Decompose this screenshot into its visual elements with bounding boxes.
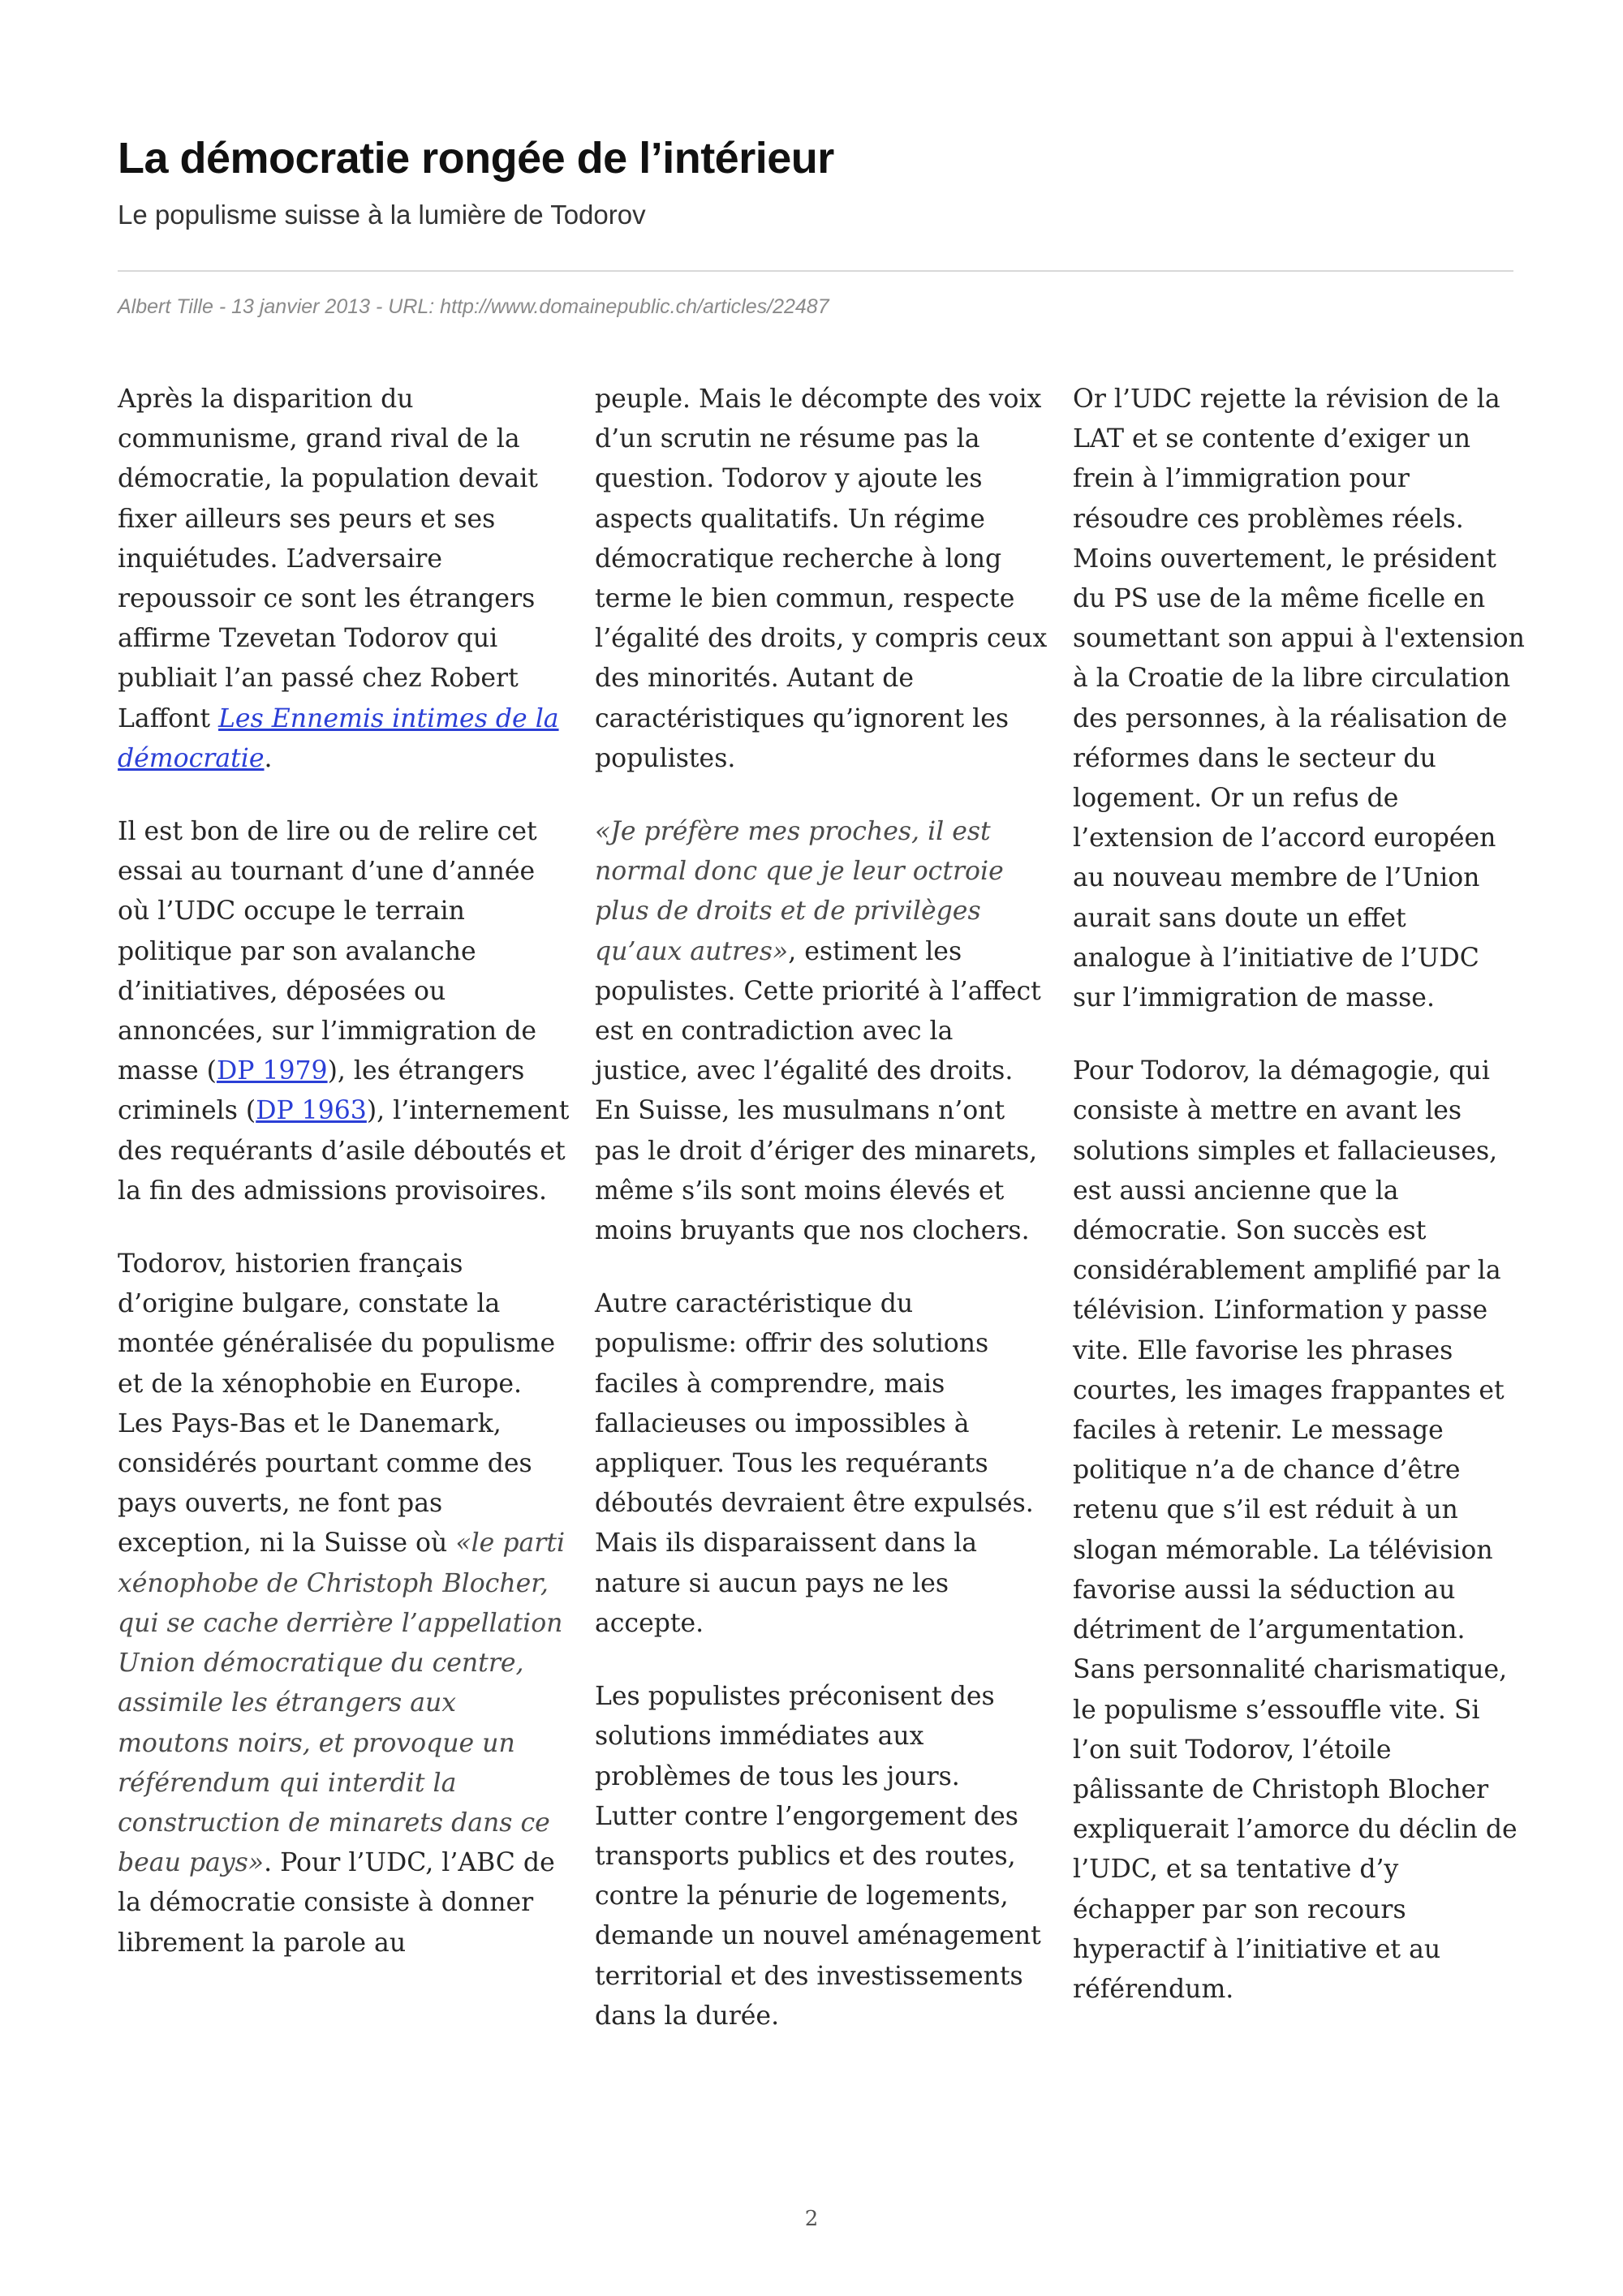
paragraph-text: . <box>264 743 273 773</box>
paragraph-text: Il est bon de lire ou de relire cet essai au tournant d’une d’année où l’UDC occupe le terrain politique par son avalanche d’initiatives, déposées ou annoncées, sur l’immigration de masse ( <box>118 817 537 1086</box>
paragraph-3-continued: peuple. Mais le décompte des voix d’un scrutin ne résume pas la question. Todorov y ajoute les aspects qualitatifs. Un régime démocratique recherche à long terme le bien commun, respecte l’égalité des droits, y compris ceux des minorités. Autant de caractéristiques qu’ignorent les populistes. <box>595 385 1048 773</box>
paragraph-text: ), l’internement des requérants d’asile déboutés et la fin des admissions provisoires. <box>118 1096 570 1206</box>
paragraph-text: Après la disparition du communisme, grand rival de la démocratie, la population devait fixer ailleurs ses peurs et ses inquiétudes. L’adversaire repoussoir ce sont les étrangers affirme Tzevetan Todorov qui publiait l’an passé chez Robert Laffont <box>118 385 538 733</box>
paragraph-text: Todorov, historien français d’origine bulgare, constate la montée généralisée du populisme et de la xénophobie en Europe. Les Pays-Bas et le Danemark, considérés pourtant comme des pays ouverts, ne font pas exception, ni la Suisse où <box>118 1249 556 1559</box>
paragraph-text: ), les étrangers criminels ( <box>118 1056 525 1126</box>
paragraph-5: Autre caractéristique du populisme: offrir des solutions faciles à comprendre, mais fallacieuses ou impossibles à appliquer. Tous les requérants déboutés devraient être expulsés. Mais ils disparaissent dans la nature si aucun pays ne les accepte. <box>595 1289 1034 1638</box>
paragraph-6: Les populistes préconisent des solutions immédiates aux problèmes de tous les jours. Lutter contre l’engorgement des transports publics et des routes, contre la pénurie de logements, demande un nouvel aménagement territorial et des investissements dans la durée. <box>595 1682 1041 2031</box>
paragraph-text: . Pour l’UDC, l’ABC de la démocratie consiste à donner librement la parole au <box>118 1848 555 1958</box>
quote: «Je préfère mes proches, il est normal donc que je leur octroie plus de droits et de privilèges qu’aux autres» <box>595 817 1004 966</box>
dp-1963-link[interactable]: DP 1963 <box>256 1096 367 1126</box>
header-divider <box>118 270 1513 272</box>
paragraph-text: , estiment les populistes. Cette priorité à l’affect est en contradiction avec la justice, avec l’égalité des droits. En Suisse, les musulmans n’ont pas le droit d’ériger des minarets, même s’ils sont moins élevés et moins bruyants que nos clochers. <box>595 936 1041 1246</box>
quote: «le parti xénophobe de Christoph Blocher, qui se cache derrière l’appellation Union démocratique du centre, assimile les étrangers aux moutons noirs, et provoque un référendum qui interdit la construction de minarets dans ce beau pays» <box>118 1529 566 1878</box>
book-title-link[interactable]: Les Ennemis intimes de la démocratie <box>118 703 559 773</box>
paragraph-2 <box>118 812 572 1211</box>
paragraph-4 <box>595 812 1049 1251</box>
byline: Albert Tille - 13 janvier 2013 - URL: http://www.domainepublic.ch/articles/22487 <box>118 295 829 318</box>
article-column-1 <box>118 380 572 1963</box>
page-subtitle: Le populisme suisse à la lumière de Todorov <box>118 200 646 230</box>
article-column-3 <box>1073 380 1527 2010</box>
page-title: La démocratie rongée de l’intérieur <box>118 134 834 183</box>
paragraph-3 <box>118 1245 572 1963</box>
paragraph-7: Pour Todorov, la démagogie, qui consiste à mettre en avant les solutions simples et fallacieuses, est aussi ancienne que la démocratie. Son succès est considérablement amplifié par la télévision. L’information y passe vite. Elle favorise les phrases courtes, les images frappantes et faciles à retenir. Le message politique n’a de chance d’être retenu que s’il est réduit à un slogan mémorable. La télévision favorise aussi la séduction au détriment de l’argumentation. Sans personnalité charismatique, le populisme s’essouffle vite. Si l’on suit Todorov, l’étoile pâlissante de Christoph Blocher expliquerait l’amorce du déclin de l’UDC, et sa tentative d’y échapper par son recours hyperactif à l’initiative et au référendum. <box>1073 1056 1518 2004</box>
dp-1979-link[interactable]: DP 1979 <box>216 1056 328 1086</box>
article-column-2 <box>595 380 1049 2036</box>
paragraph-1 <box>118 380 572 779</box>
paragraph-6-continued: Or l’UDC rejette la révision de la LAT et se contente d’exiger un frein à l’immigration pour résoudre ces problèmes réels. Moins ouvertement, le président du PS use de la même ficelle en soumettant son appui à l'extension à la Croatie de la libre circulation des personnes, à la réalisation de réformes dans le secteur du logement. Or un refus de l’extension de l’accord européen au nouveau membre de l’Union aurait sans doute un effet analogue à l’initiative de l’UDC sur l’immigration de masse. <box>1073 385 1525 1013</box>
page-number: 2 <box>804 2207 819 2231</box>
